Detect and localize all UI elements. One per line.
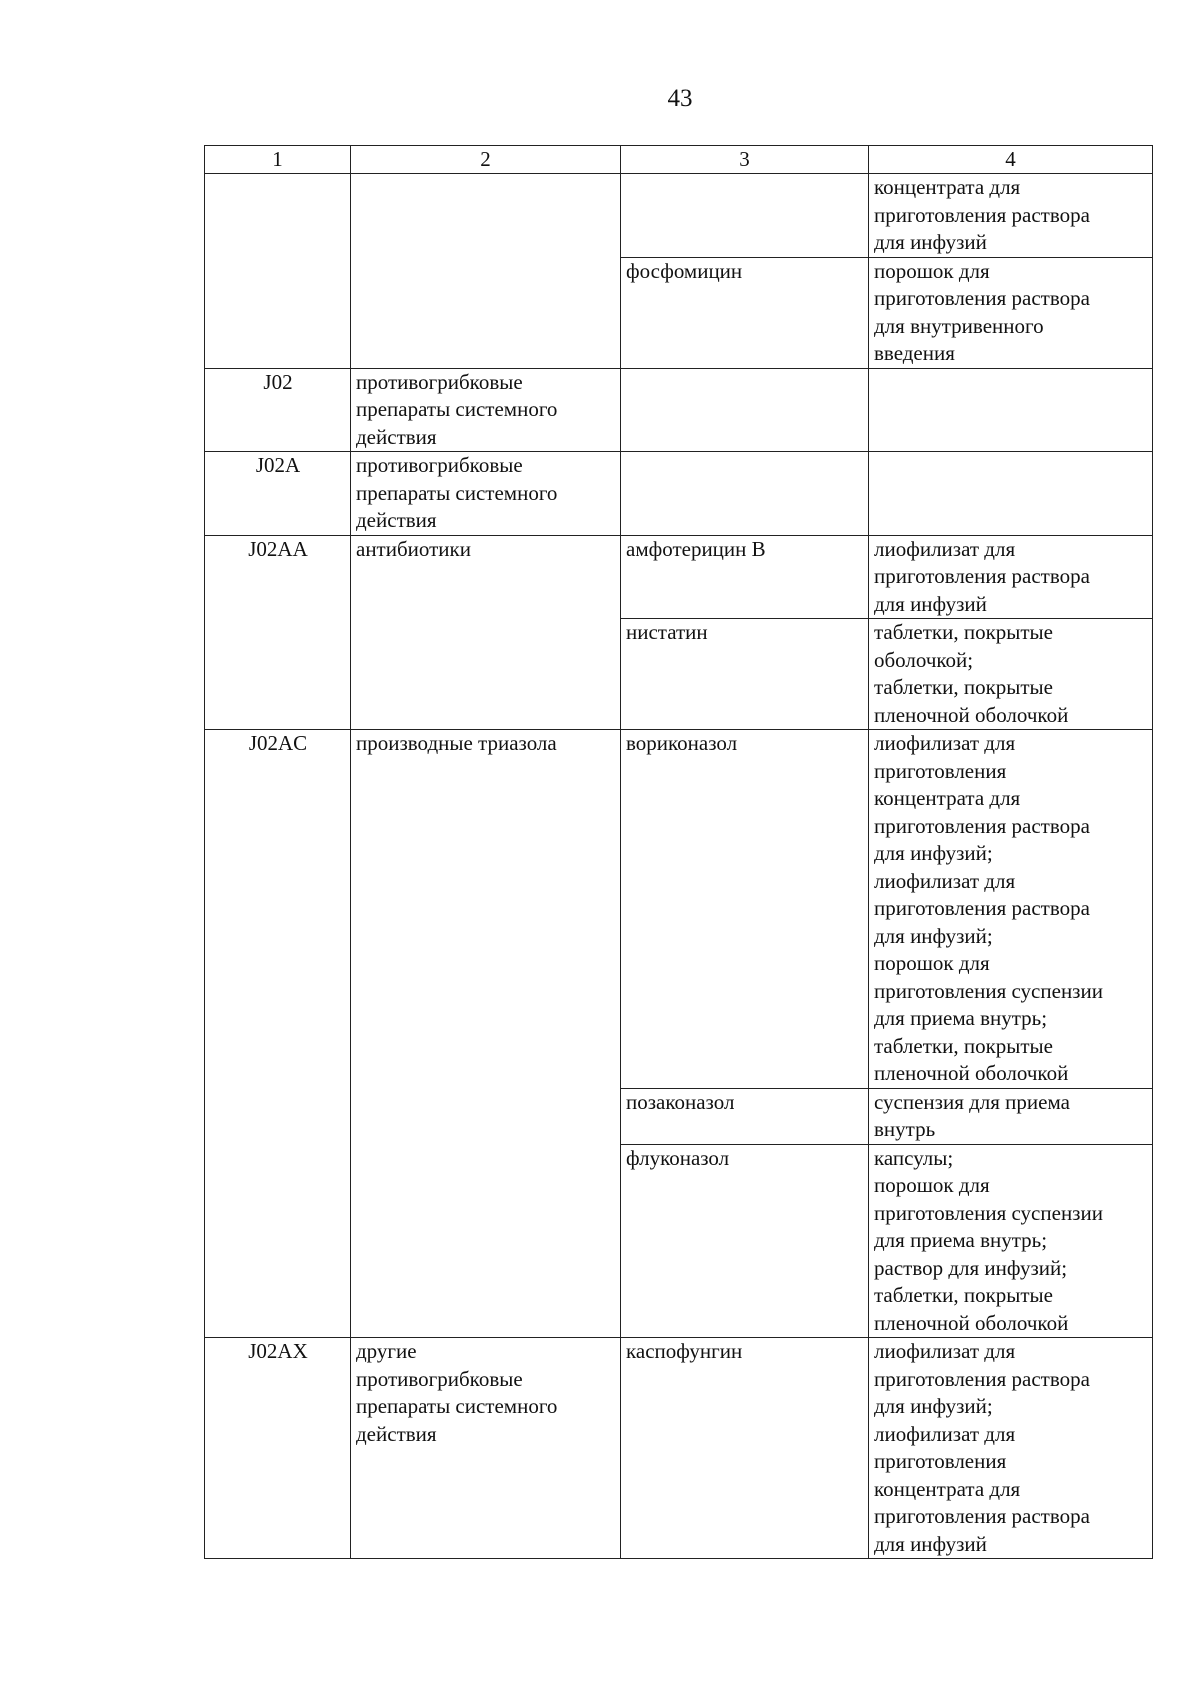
atc-code-cell: J02A — [205, 452, 351, 536]
table-row — [205, 452, 1153, 536]
table-row — [205, 535, 1153, 619]
page-number: 43 — [667, 85, 693, 112]
drug-name-cell — [621, 368, 869, 452]
drug-name-cell: флуконазол — [621, 1144, 869, 1338]
group-name-cell: другие противогрибковые препараты системного действия — [351, 1338, 621, 1559]
drug-name-cell: амфотерицин В — [621, 535, 869, 619]
group-name-cell: антибиотики — [351, 535, 621, 730]
dosage-forms-cell: капсулы; порошок для приготовления суспензии для приема внутрь; раствор для инфузий; таблетки, покрытые пленочной оболочкой — [869, 1144, 1153, 1338]
atc-code-cell — [205, 174, 351, 369]
column-number-row — [205, 146, 1153, 174]
drug-list-table — [204, 145, 1153, 1559]
drug-name-cell — [621, 174, 869, 258]
atc-code-cell: J02AX — [205, 1338, 351, 1559]
dosage-forms-cell: таблетки, покрытые оболочкой; таблетки, покрытые пленочной оболочкой — [869, 619, 1153, 730]
dosage-forms-cell: лиофилизат для приготовления раствора для инфузий; лиофилизат для приготовления концентрата для приготовления раствора для инфузий — [869, 1338, 1153, 1559]
drug-name-cell — [621, 452, 869, 536]
table-row — [205, 730, 1153, 1089]
dosage-forms-cell — [869, 368, 1153, 452]
column-number: 2 — [351, 146, 621, 174]
table-row — [205, 368, 1153, 452]
table-row — [205, 1338, 1153, 1559]
drug-name-cell: нистатин — [621, 619, 869, 730]
atc-code-cell: J02AC — [205, 730, 351, 1338]
table-row — [205, 174, 1153, 258]
atc-code-cell: J02AA — [205, 535, 351, 730]
drug-name-cell: вориконазол — [621, 730, 869, 1089]
column-number: 3 — [621, 146, 869, 174]
drug-name-cell: каспофунгин — [621, 1338, 869, 1559]
group-name-cell: противогрибковые препараты системного действия — [351, 368, 621, 452]
dosage-forms-cell: суспензия для приема внутрь — [869, 1088, 1153, 1144]
drug-name-cell: фосфомицин — [621, 257, 869, 368]
column-number: 1 — [205, 146, 351, 174]
dosage-forms-cell — [869, 452, 1153, 536]
group-name-cell: противогрибковые препараты системного действия — [351, 452, 621, 536]
group-name-cell: производные триазола — [351, 730, 621, 1338]
dosage-forms-cell: порошок для приготовления раствора для внутривенного введения — [869, 257, 1153, 368]
atc-code-cell: J02 — [205, 368, 351, 452]
dosage-forms-cell: концентрата для приготовления раствора для инфузий — [869, 174, 1153, 258]
group-name-cell — [351, 174, 621, 369]
dosage-forms-cell: лиофилизат для приготовления концентрата для приготовления раствора для инфузий; лиофилизат для приготовления раствора для инфузий; порошок для приготовления суспензии для приема внутрь; таблетки, покрытые пленочной оболочкой — [869, 730, 1153, 1089]
dosage-forms-cell: лиофилизат для приготовления раствора для инфузий — [869, 535, 1153, 619]
column-number: 4 — [869, 146, 1153, 174]
drug-name-cell: позаконазол — [621, 1088, 869, 1144]
